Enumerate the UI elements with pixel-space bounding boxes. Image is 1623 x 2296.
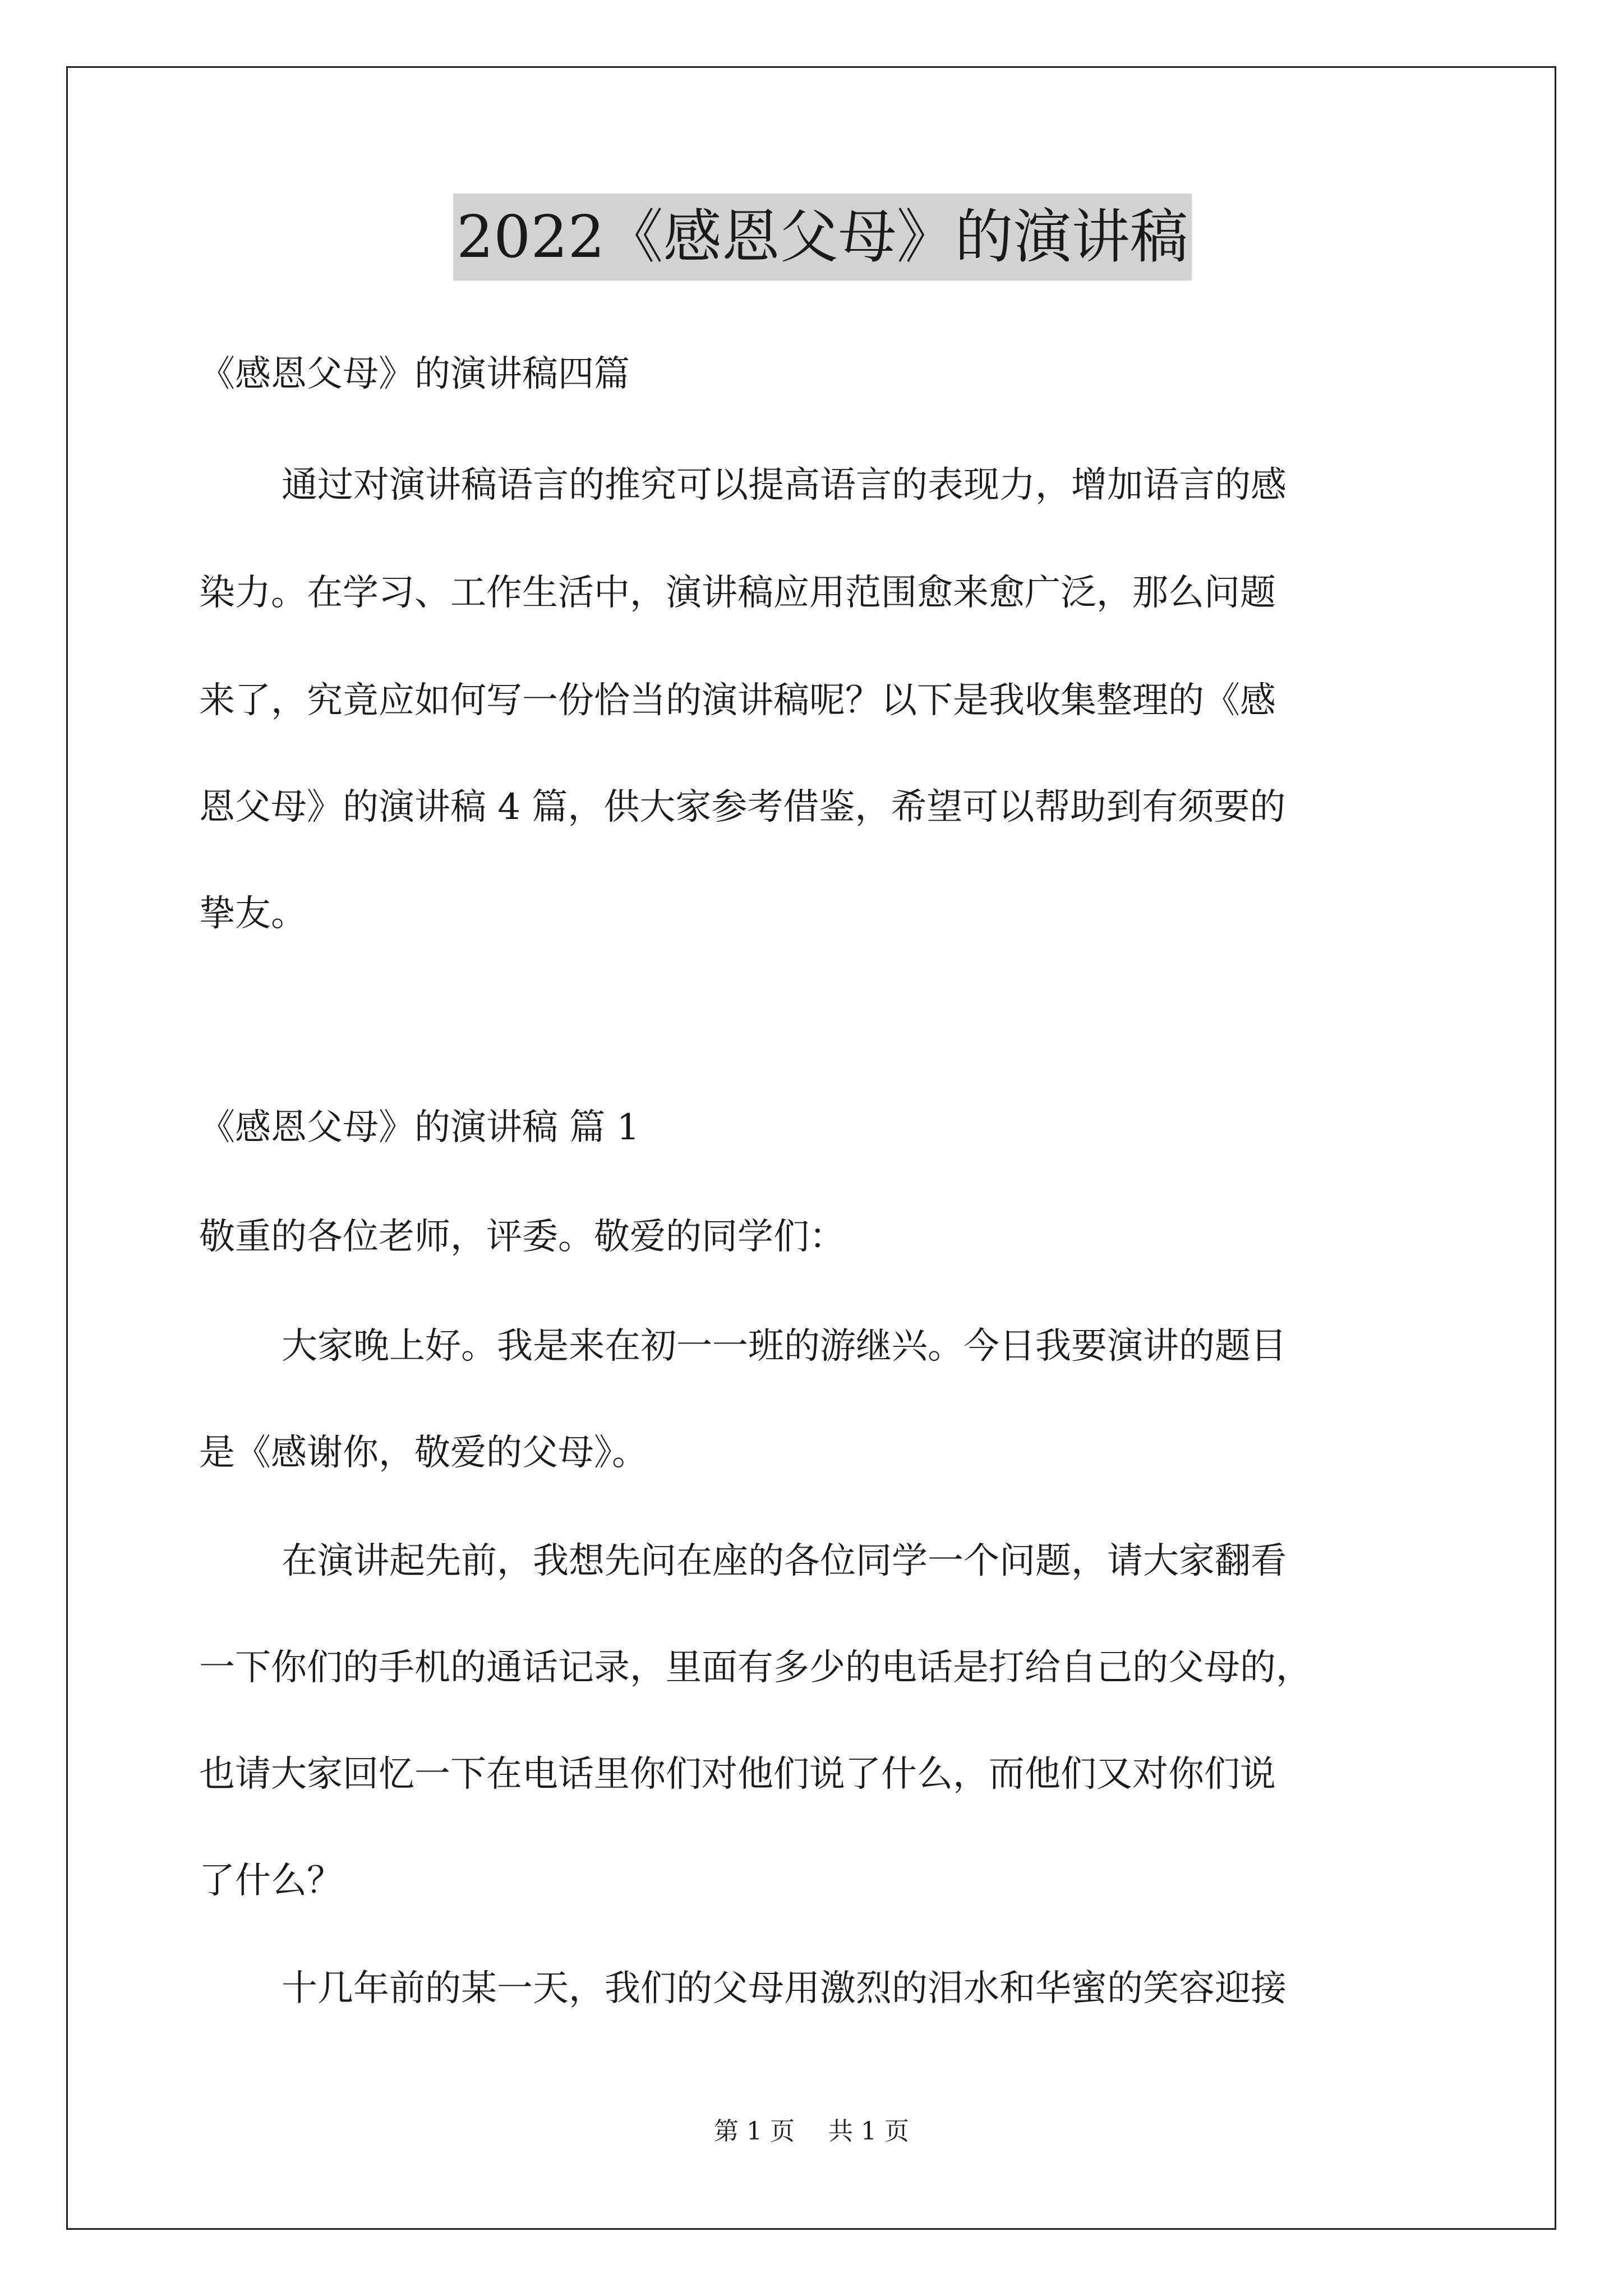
para1-line-2: 是《感谢你，敬爱的父母》。 bbox=[199, 1432, 648, 1474]
intro-line-5: 挚友。 bbox=[199, 893, 307, 935]
section-heading: 《感恩父母》的演讲稿 篇 1 bbox=[199, 1107, 640, 1148]
intro-line-3: 来了，究竟应如何写一份恰当的演讲稿呢？以下是我收集整理的《感 bbox=[199, 680, 1276, 721]
para1-line-1: 大家晚上好。我是来在初一一班的游继兴。今日我要演讲的题目 bbox=[282, 1326, 1287, 1367]
para3-line-1: 十几年前的某一天，我们的父母用激烈的泪水和华蜜的笑容迎接 bbox=[282, 1968, 1287, 2009]
document-title: 2022《感恩父母》的演讲稿 bbox=[453, 194, 1192, 280]
page-number: 第 1 页 bbox=[714, 2117, 795, 2146]
para2-line-2: 一下你们的手机的通话记录，里面有多少的电话是打给自己的父母的， bbox=[199, 1647, 1312, 1688]
intro-line-4: 恩父母》的演讲稿 4 篇，供大家参考借鉴，希望可以帮助到有须要的 bbox=[199, 786, 1286, 828]
intro-line-2: 染力。在学习、工作生活中，演讲稿应用范围愈来愈广泛，那么问题 bbox=[199, 572, 1276, 614]
salutation: 敬重的各位老师，评委。敬爱的同学们： bbox=[199, 1216, 845, 1258]
para2-line-1: 在演讲起先前，我想先问在座的各位同学一个问题，请大家翻看 bbox=[282, 1540, 1287, 1582]
intro-line-1: 通过对演讲稿语言的推究可以提高语言的表现力，增加语言的感 bbox=[282, 464, 1287, 506]
para2-line-3: 也请大家回忆一下在电话里你们对他们说了什么，而他们又对你们说 bbox=[199, 1754, 1276, 1795]
para2-line-4: 了什么？ bbox=[199, 1860, 343, 1902]
page-total: 共 1 页 bbox=[828, 2117, 909, 2146]
subtitle: 《感恩父母》的演讲稿四篇 bbox=[199, 353, 630, 395]
page-footer bbox=[0, 2115, 1623, 2148]
